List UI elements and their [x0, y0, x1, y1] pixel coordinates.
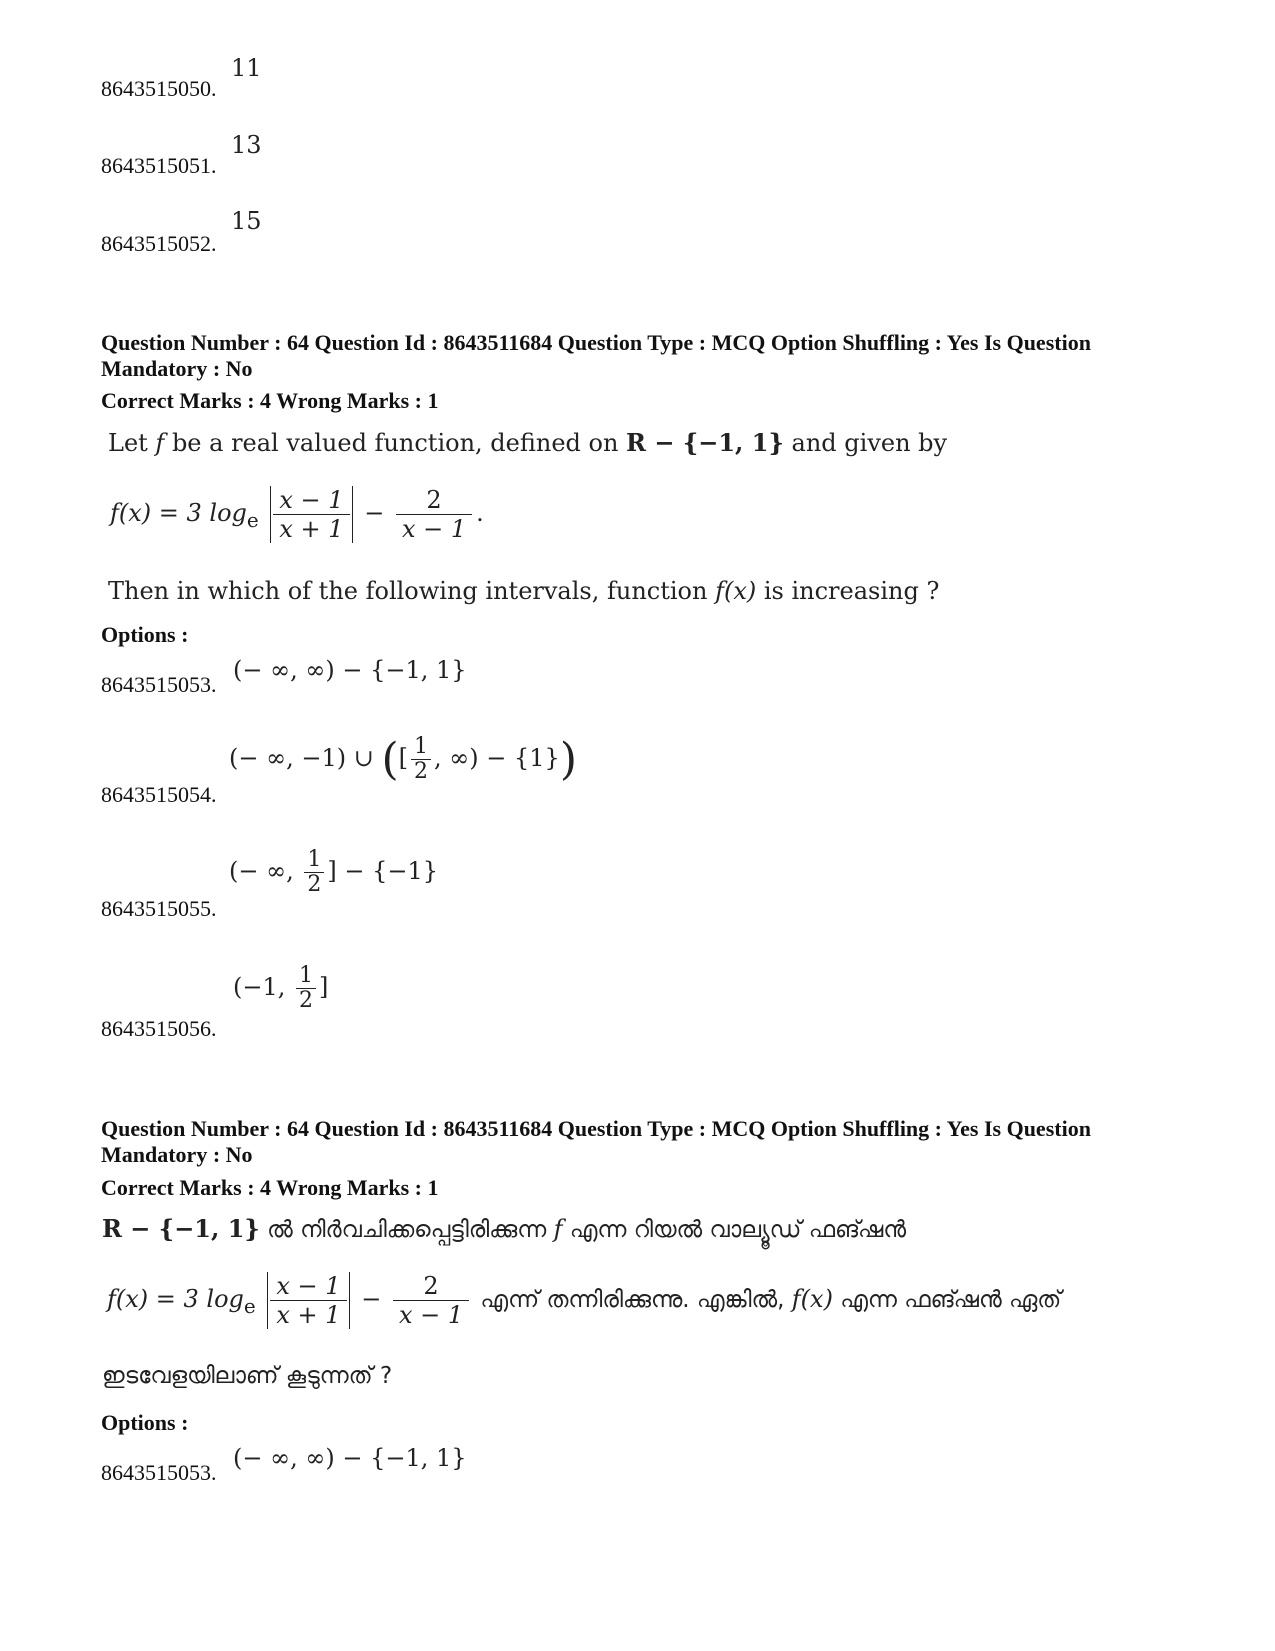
minus-sign: − — [364, 499, 385, 527]
option-id: 8643515050. — [101, 76, 217, 101]
fraction-denominator: x − 1 — [398, 1301, 464, 1329]
intro-text: ൽ നിർവചിക്കപ്പെട്ടിരിക്കുന്ന — [259, 1217, 554, 1243]
option-row — [101, 40, 1101, 100]
intro-text: be a real valued function, defined on — [164, 429, 627, 457]
option-value — [229, 734, 577, 785]
fx-lhs: f(x) = 3 log — [110, 499, 247, 527]
options-label: Options : — [101, 622, 189, 647]
stem-text: എന്ന ഫങ്ഷൻ ഏത് — [832, 1287, 1062, 1313]
interval-part: , ∞) − {1} — [434, 744, 560, 772]
minus-sign: − — [361, 1285, 382, 1313]
options-label: Options : — [101, 1410, 189, 1435]
option-row — [101, 195, 1101, 255]
absolute-value — [270, 486, 352, 543]
function-symbol: f — [553, 1215, 563, 1243]
option-row — [101, 117, 1101, 177]
stem-text: is increasing ? — [756, 577, 940, 605]
interval-part: (−1, — [233, 973, 293, 1001]
abs-denominator: x + 1 — [276, 1301, 341, 1329]
interval-part: ] — [319, 973, 329, 1001]
option-id: 8643515053. — [101, 1460, 217, 1485]
half-denominator: 2 — [414, 759, 429, 784]
option-row — [101, 734, 1101, 807]
stem-text: Then in which of the following intervals, function — [108, 577, 716, 605]
question-marks: Correct Marks : 4 Wrong Marks : 1 — [101, 388, 439, 413]
option-row — [101, 963, 1101, 1041]
option-value: 11 — [231, 54, 262, 82]
option-id: 8643515051. — [101, 153, 217, 178]
interval-part: ] − {−1} — [327, 857, 439, 885]
option-id: 8643515056. — [101, 1016, 217, 1041]
question-marks: Correct Marks : 4 Wrong Marks : 1 — [101, 1175, 439, 1200]
question-stem: ഇടവേളയിലാണ് കൂടുന്നത് ? — [102, 1363, 393, 1389]
stem-text: എന്ന് തന്നിരിക്കുന്നു. എങ്കിൽ, — [473, 1287, 792, 1313]
bracket-open: [ — [398, 744, 409, 772]
fraction-denominator: x − 1 — [401, 515, 467, 543]
question-intro — [102, 1214, 906, 1243]
option-value: 15 — [231, 207, 262, 235]
paren-open: ( — [381, 734, 399, 785]
option-id: 8643515053. — [101, 672, 217, 697]
interval-part: (− ∞, — [229, 857, 302, 885]
option-row — [101, 636, 1101, 696]
intro-text: എന്ന റിയൽ വാല്യൂഡ് ഫങ്ഷൻ — [562, 1217, 907, 1243]
option-value: 13 — [231, 131, 262, 159]
abs-numerator: x − 1 — [273, 486, 349, 515]
domain-set: R − {−1, 1} — [626, 428, 784, 457]
option-value — [233, 964, 328, 1013]
option-row — [101, 1424, 1101, 1484]
log-base: e — [246, 507, 259, 532]
intro-text: Let — [108, 429, 156, 457]
function-definition — [110, 486, 484, 543]
abs-denominator: x + 1 — [279, 515, 344, 543]
intro-text: and given by — [783, 429, 948, 457]
half-denominator: 2 — [307, 872, 322, 897]
fraction-numerator: 2 — [396, 486, 472, 515]
paren-close: ) — [559, 734, 577, 785]
question-header: Question Number : 64 Question Id : 8643511684 Question Type : MCQ Option Shuffling : Yes Is Question Mandatory : No — [101, 1116, 1091, 1167]
fraction-numerator: 2 — [393, 1272, 469, 1301]
fx-lhs: f(x) = 3 log — [107, 1285, 244, 1313]
question-stem — [108, 577, 939, 605]
option-id: 8643515054. — [101, 782, 217, 807]
option-value: (− ∞, ∞) − {−1, 1} — [233, 656, 467, 684]
absolute-value — [267, 1272, 349, 1329]
interval-part: (− ∞, −1) ∪ — [229, 744, 382, 772]
fx-symbol: f(x) — [791, 1285, 833, 1313]
option-value: (− ∞, ∞) − {−1, 1} — [233, 1444, 467, 1472]
option-id: 8643515055. — [101, 896, 217, 921]
function-symbol: f — [155, 429, 165, 457]
period: . — [476, 499, 484, 527]
half-numerator: 1 — [296, 964, 316, 989]
function-definition — [107, 1272, 1061, 1329]
half-numerator: 1 — [304, 848, 324, 873]
option-value — [229, 848, 438, 897]
fx-symbol: f(x) — [715, 577, 757, 605]
log-base: e — [243, 1293, 256, 1318]
domain-set: R − {−1, 1} — [102, 1214, 260, 1243]
option-row — [101, 847, 1101, 921]
question-intro — [108, 428, 947, 457]
question-header: Question Number : 64 Question Id : 8643511684 Question Type : MCQ Option Shuffling : Yes Is Question Mandatory : No — [101, 330, 1091, 381]
option-id: 8643515052. — [101, 231, 217, 256]
abs-numerator: x − 1 — [270, 1272, 346, 1301]
half-numerator: 1 — [411, 735, 431, 760]
half-denominator: 2 — [299, 988, 313, 1013]
